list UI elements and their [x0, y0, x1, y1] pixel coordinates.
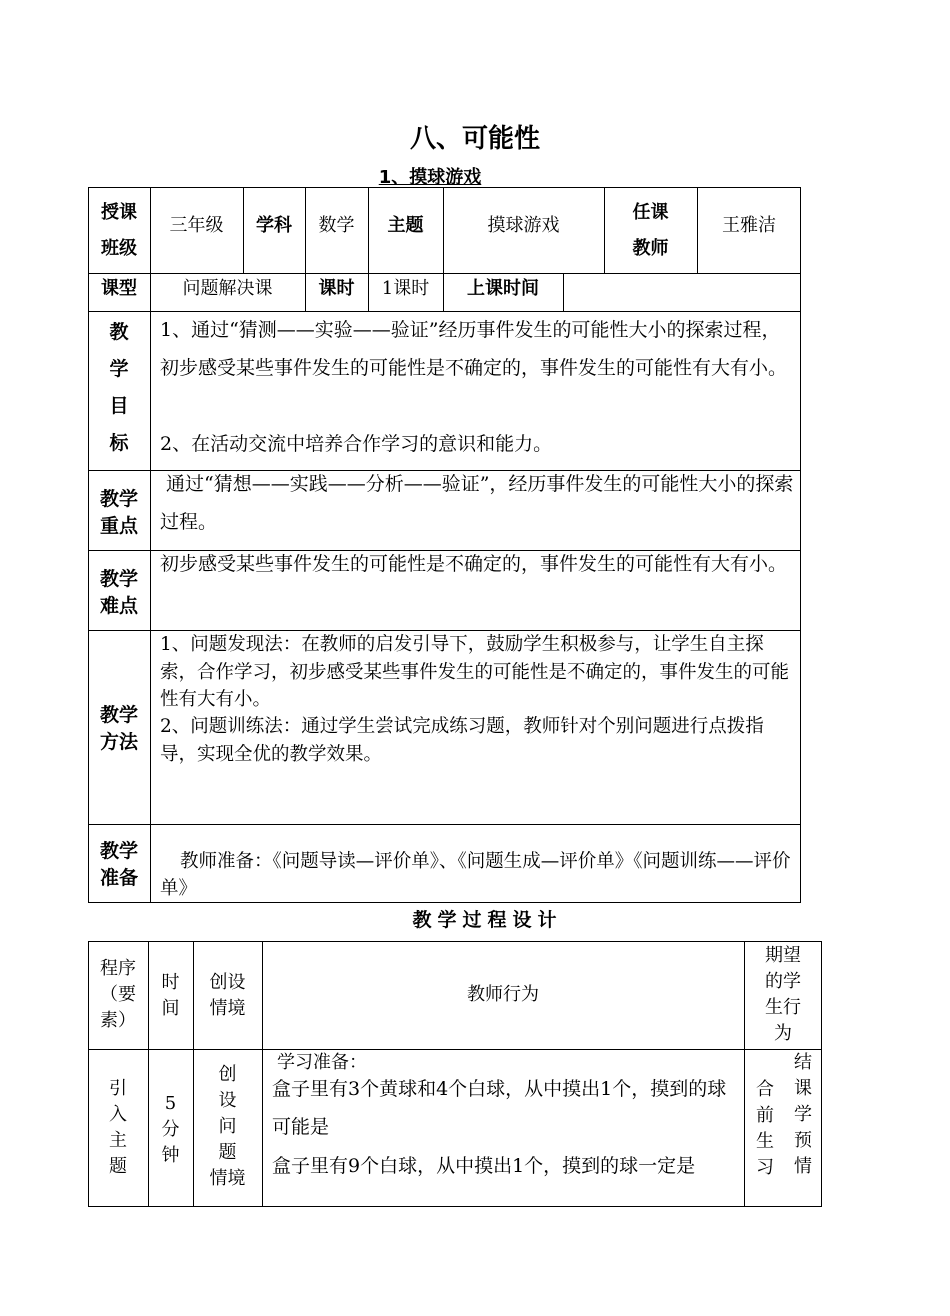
row-scene: 创 设 问 题 情境 — [209, 1064, 246, 1189]
header-step: 程序 （要 素） — [100, 958, 136, 1031]
preparation-text: 教师准备：《问题导读—评价单》、《问题生成—评价单》《问题训练——评价单》 — [160, 851, 791, 899]
topic-value: 摸球游戏 — [487, 215, 560, 236]
subject-value: 数学 — [318, 215, 355, 236]
type-label: 课型 — [101, 278, 137, 299]
page-title: 八、可能性 — [409, 124, 540, 154]
row-student-right: 结 课 学 预 情 — [794, 1052, 812, 1177]
preparation-label: 教学 准备 — [99, 840, 138, 889]
row-question-2: 盒子里有9个白球，从中摸出1个，摸到的球一定是 — [272, 1155, 696, 1177]
subject-label: 学科 — [256, 215, 292, 236]
time-label: 上课时间 — [467, 278, 539, 299]
header-student: 期望 的学 生行 为 — [765, 945, 801, 1044]
class-value: 三年级 — [169, 215, 224, 236]
topic-label: 主题 — [387, 215, 424, 236]
goals-label: 教 学 目 标 — [109, 321, 129, 454]
methods-label: 教学 方法 — [99, 704, 138, 753]
hours-label: 课时 — [318, 278, 355, 299]
teacher-label: 任课 教师 — [632, 202, 669, 259]
class-label: 授课 班级 — [101, 202, 137, 259]
header-scene: 创设 情境 — [209, 972, 246, 1019]
process-section-title: 教学过程设计 — [412, 909, 563, 931]
row-step: 引 入 主 题 — [109, 1078, 127, 1177]
difficulties-label: 教学 难点 — [99, 568, 138, 617]
lesson-subtitle: 1、摸球游戏 — [378, 167, 482, 188]
header-teacher: 教师行为 — [467, 984, 539, 1005]
methods-text-2: 2、问题训练法：通过学生尝试完成练习题，教师针对个别问题进行点拨指导，实现全优的教学效果。 — [160, 716, 764, 765]
difficulties-text: 初步感受某些事件发生的可能性是不确定的，事件发生的可能性有大有小。 — [160, 553, 788, 575]
hours-value: 1课时 — [381, 278, 430, 299]
goals-text-2: 2、在活动交流中培养合作学习的意识和能力。 — [160, 433, 553, 455]
methods-text-1: 1、问题发现法：在教师的启发引导下，鼓励学生积极参与，让学生自主探索，合作学习，初步感受某些事件发生的可能性是不确定的，事件发生的可能性有大有小。 — [160, 634, 790, 710]
goals-text-1: 1、通过“猜测——实验——验证”经历事件发生的可能性大小的探索过程，初步感受某些事件发生的可能性是不确定的，事件发生的可能性有大有小。 — [160, 319, 788, 379]
key-points-label: 教学 重点 — [99, 488, 138, 537]
teacher-value: 王雅洁 — [722, 215, 776, 236]
row-student-left: 合 前 生 习 — [756, 1079, 774, 1178]
key-points-text: 通过“猜想——实践——分析——验证”，经历事件发生的可能性大小的探索过程。 — [160, 473, 794, 533]
row-prep-title: 学习准备： — [277, 1052, 367, 1073]
header-time: 时 间 — [161, 972, 180, 1019]
row-time: 5 分 钟 — [161, 1093, 180, 1166]
type-value: 问题解决课 — [182, 278, 273, 299]
row-question-1: 盒子里有3个黄球和4个白球，从中摸出1个，摸到的球可能是 — [272, 1078, 727, 1138]
